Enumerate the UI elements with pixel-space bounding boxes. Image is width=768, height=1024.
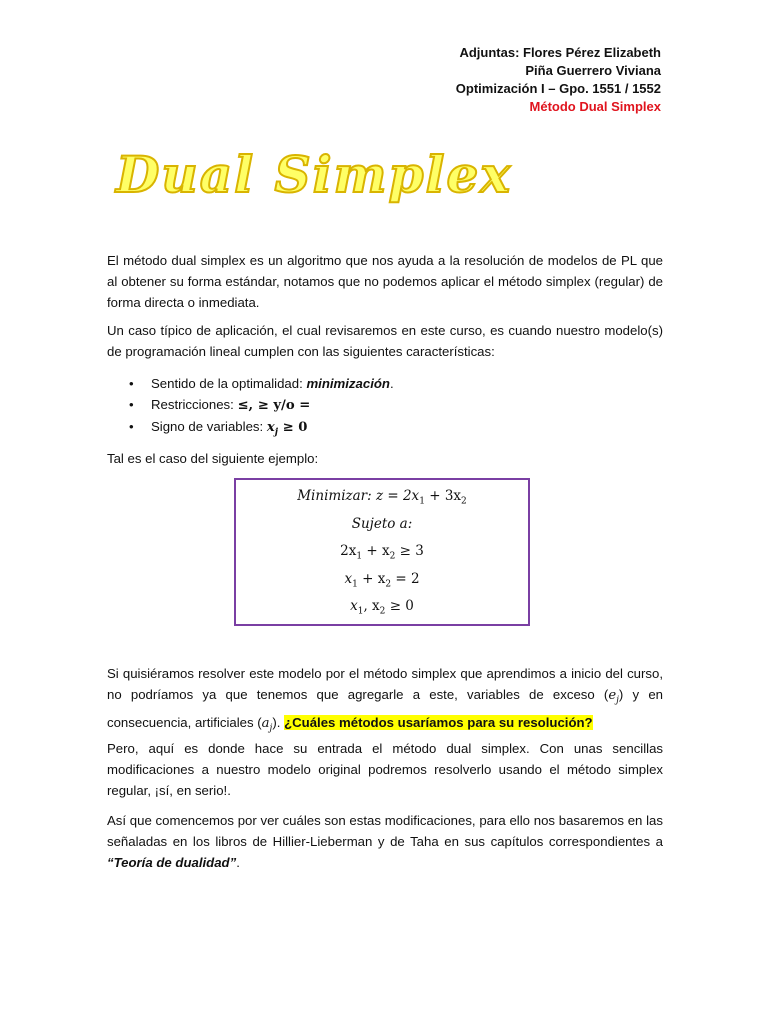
dual-simplex-paragraph: Pero, aquí es donde hace su entrada el método dual simplex. Con unas sencillas modificaciones a nuestro modelo original podremos resolverlo usando el método simplex regular, ¡sí, en serio!. bbox=[107, 741, 663, 798]
example-intro: Tal es el caso del siguiente ejemplo: bbox=[107, 451, 319, 466]
highlighted-question: ¿Cuáles métodos usaríamos para su resolución? bbox=[284, 714, 593, 730]
list-item: • Signo de variables: $x_j \ge 0$ bbox=[107, 416, 663, 444]
header-topic: Método Dual Simplex bbox=[529, 99, 661, 114]
objective-function: Minimizar: $z = 2x_1 + 3x_2$ bbox=[297, 488, 467, 507]
references-paragraph: Así que comencemos por ver cuáles son estas modificaciones, para ello nos basaremos en las señaladas en los libros de Hillier-Lieberman y de Taha en sus capítulos correspondientes a “Teoría de dualidad”. bbox=[107, 813, 663, 870]
characteristics-list bbox=[107, 373, 663, 444]
title-banner bbox=[112, 138, 513, 218]
list-item: • Sentido de la optimalidad: minimización. bbox=[107, 373, 663, 394]
model-box bbox=[234, 478, 530, 626]
header-course: Optimización I – Gpo. 1551 / 1552 bbox=[455, 81, 661, 96]
document-header bbox=[456, 44, 661, 116]
subject-to: Sujeto a: bbox=[351, 516, 413, 532]
header-author-2: Piña Guerrero Viviana bbox=[525, 63, 661, 78]
case-paragraph: Un caso típico de aplicación, el cual revisaremos en este curso, es cuando nuestro modelo(s) de programación lineal cumplen con las siguientes características: bbox=[107, 323, 663, 359]
non-negativity: $x_1$, $x_2 \ge 0$ bbox=[350, 598, 414, 617]
constraint-1: $2x_1 + x_2 \ge 3$ bbox=[340, 543, 424, 562]
header-authors: Adjuntas: Flores Pérez Elizabeth bbox=[459, 45, 661, 60]
intro-paragraph: El método dual simplex es un algoritmo que nos ayuda a la resolución de modelos de PL que al obtener su forma estándar, notamos que no podemos aplicar el método simplex (regular) de forma directa o inmediata. bbox=[107, 253, 663, 310]
list-item: • Restricciones: ≤, ≥ y/o = bbox=[107, 394, 663, 416]
constraint-2: $x_1 + x_2 = 2$ bbox=[344, 571, 420, 590]
simplex-limitation-paragraph: Si quisiéramos resolver este modelo por el método simplex que aprendimos a inicio del curso, no podríamos ya que tenemos que agregarle a este, variables de exceso $(e_j)$ y en consecuencia, artificiales $(a_j)$. ¿Cuáles métodos usaríamos para su resolución? bbox=[107, 666, 664, 734]
title-banner-text: Dual Simplex bbox=[116, 145, 513, 204]
